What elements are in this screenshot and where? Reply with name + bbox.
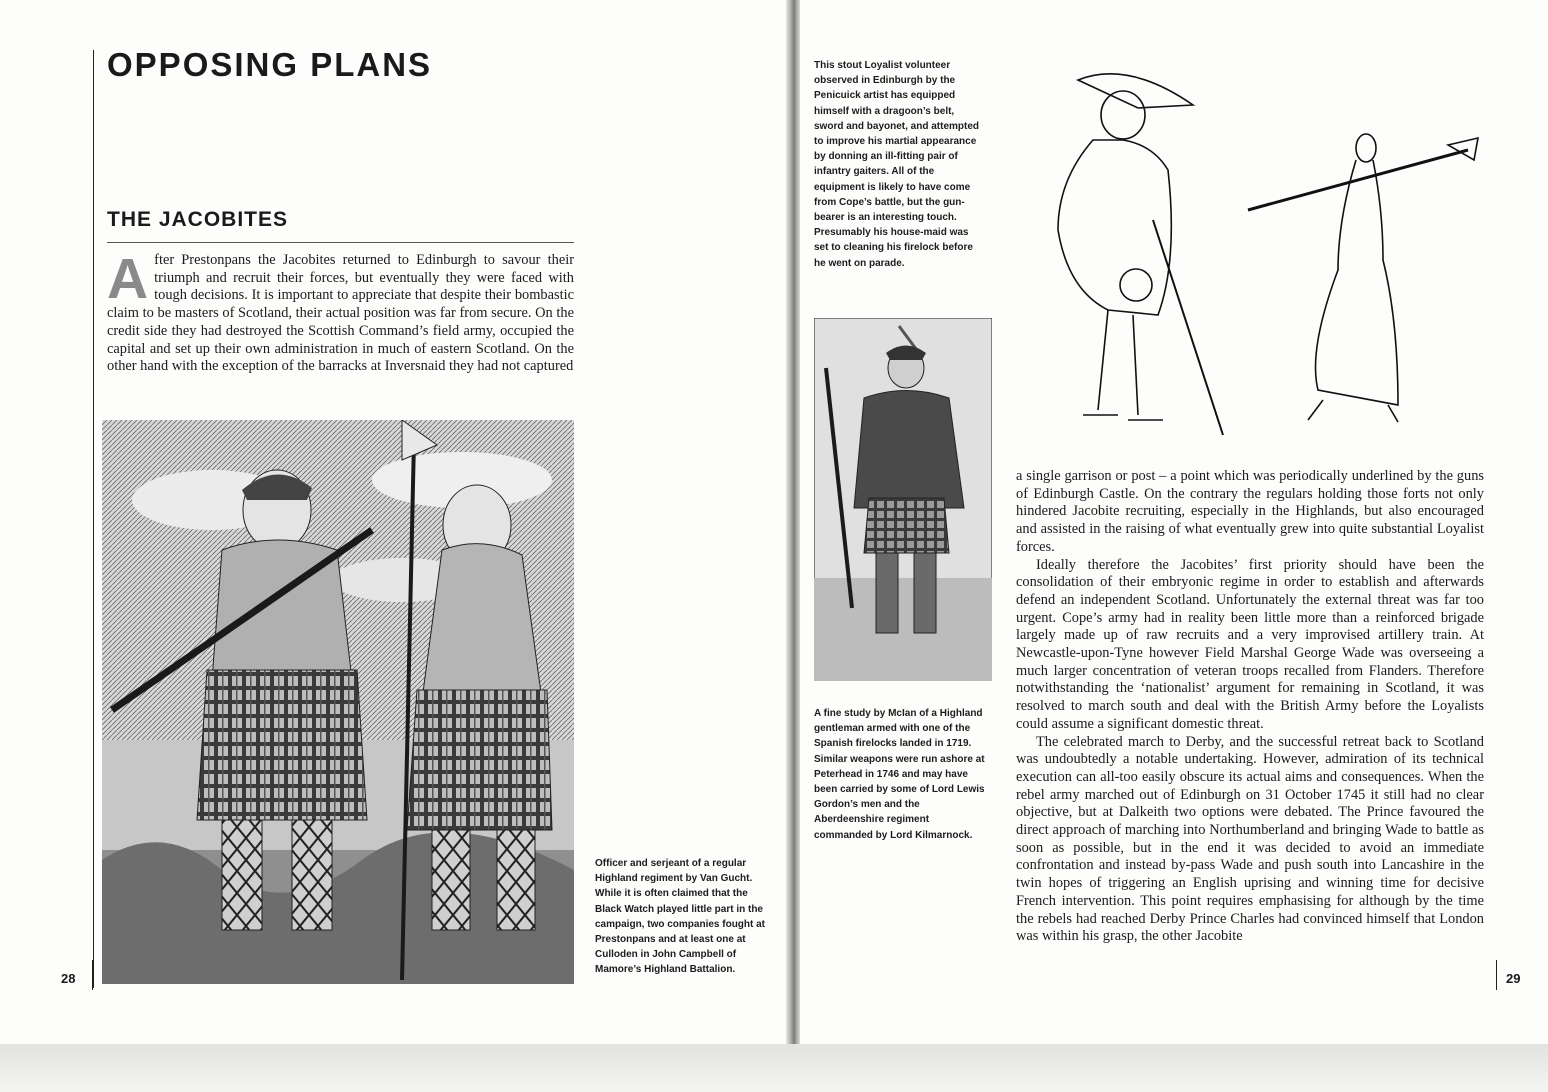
page-number-right: 29 [1506,971,1521,986]
folio-rule-left [92,960,93,990]
caption-loyalist-volunteer: This stout Loyalist volunteer observed in Edinburgh by the Penicuick artist has equipped himself with a dragoon’s belt, sword and bayonet, and attempted to improve his martial appearance by donning an ill-fitting pair of infantry gaiters. All of the equipment is likely to have come from Cope’s battle, but the gun-bearer is an interesting touch. Presumably his house-maid was set to cleaning his firelock before he went on parade. [814,60,980,269]
chapter-title: OPPOSING PLANS [107,46,433,83]
paragraph-2: Ideally therefore the Jacobites’ first priority should have been the consolidation of their embryonic regime in order to establish and afterwards defend an independent Scotland. Unfortunately the external threat was far too urgent. Cope’s army had in reality been little more than a reinforced brigade largely made up of raw recruits and a very improvised artillery train. At Newcastle-upon-Tyne however Field Marshal George Wade was overseeing a much larger concentration of veteran troops recalled from Flanders. Therefore notwithstanding the ‘nationalist’ argument for remaining in Scotland, it was resolved to march south and deal with the British Army before the Loyalists could assume a significant domestic threat. [1016,556,1484,732]
scan-bottom-edge [0,1044,1548,1092]
intro-paragraph [107,247,574,376]
section-title: THE JACOBITES [107,208,289,231]
page-number-left: 28 [61,971,76,986]
section-rule [107,242,574,243]
folio-rule-right [1496,960,1497,990]
right-body-text [1016,468,1484,946]
paragraph-1: a single garrison or post – a point which was periodically underlined by the guns of Edinburgh Castle. On the contrary the regulars holding those forts not only hindered Jacobite recruiting, especially in the Highlands, but also encouraged and assisted in the raising of what eventually grew into quite substantial Loyalist forces. [1016,468,1484,555]
loyalist-volunteer-and-gun-bearer-sketch [1038,60,1488,450]
drop-cap: A [107,247,149,311]
engraving-officer-and-serjeant [102,420,574,984]
book-gutter [786,0,800,1046]
mcian-highland-gentleman-print [814,318,992,681]
intro-text: fter Prestonpans the Jacobites returned to Edinburgh to savour their triumph and recruit their forces, but eventually they were faced with tough decisions. It is important to appreciate that despite their bombastic claim to be masters of Scotland, their actual position was far from secure. On the credit side they had destroyed the Scottish Command’s field army, occupied the capital and set up their own administration in much of eastern Scotland. On the other hand with the exception of the barracks at Inversnaid they had not captured [107,252,574,375]
left-margin-rule [93,50,94,988]
paragraph-3: The celebrated march to Derby, and the successful retreat back to Scotland was undoubtedly a notable undertaking. However, admiration of its technical execution can all-too easily obscure its actual aims and consequences. When the rebel army marched out of Edinburgh on 31 October 1745 it still had no clear objective, but at Dalkeith two options were debated. The Prince favoured the direct approach of marching into Northumberland and bringing Wade to battle as soon as possible, but in the end it was decided to avoid an immediate confrontation and instead by-pass Wade and push south into Lancashire in the twin hopes of triggering an English uprising and winning time for decisive French intervention. This point requires emphasising for although by the time the rebels had reached Derby Prince Charles had convinced himself that London was within his grasp, the other Jacobite [1016,733,1484,945]
caption-officer-and-serjeant: Officer and serjeant of a regular Highland regiment by Van Gucht. While it is often claimed that the Black Watch played little part in the campaign, two companies fought at Prestonpans and at least one at Culloden in John Campbell of Mamore’s Highland Battalion. [595,858,766,976]
caption-mcian-study: A fine study by McIan of a Highland gentleman armed with one of the Spanish firelocks landed in 1719. Similar weapons were run ashore at Peterhead in 1746 and may have been carried by some of Lord Lewis Gordon’s men and the Aberdeenshire regiment commanded by Lord Kilmarnock. [814,708,985,841]
